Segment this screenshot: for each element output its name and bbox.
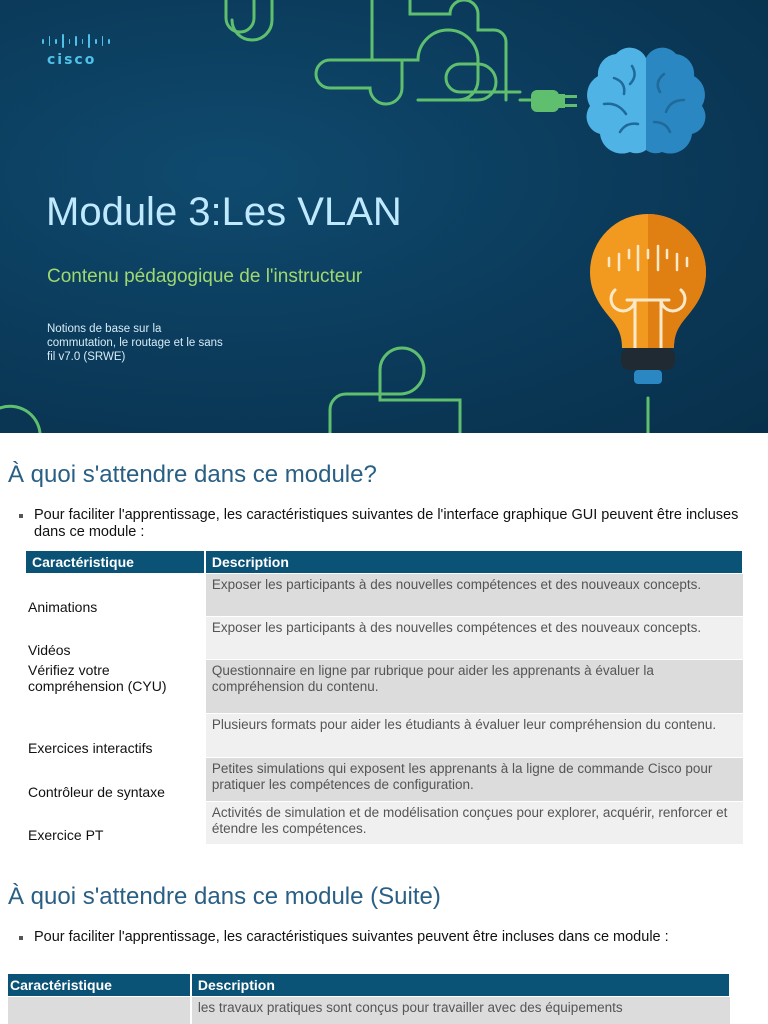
features-table bbox=[26, 551, 744, 845]
description-cell: Exposer les participants à des nouvelles compétences et des nouveaux concepts. bbox=[205, 574, 743, 617]
bullet-icon bbox=[19, 514, 23, 518]
table-header-feature: Caractéristique bbox=[8, 974, 191, 997]
course-name: Notions de base sur la commutation, le routage et le sans fil v7.0 (SRWE) bbox=[47, 323, 223, 363]
table-row bbox=[26, 660, 743, 714]
cisco-wordmark: cisco bbox=[47, 52, 97, 68]
bullet-icon bbox=[19, 936, 23, 940]
feature-cell: Contrôleur de syntaxe bbox=[26, 758, 205, 802]
table-header-description: Description bbox=[205, 551, 743, 574]
feature-cell: Vérifiez votre compréhension (CYU) bbox=[26, 660, 205, 714]
table-header-row bbox=[8, 974, 730, 997]
description-cell: Petites simulations qui exposent les apprenants à la ligne de commande Cisco pour pratiquer les compétences de configuration. bbox=[205, 758, 743, 802]
feature-cell: Vidéos bbox=[26, 617, 205, 660]
table-header-row bbox=[26, 551, 743, 574]
cisco-logo bbox=[40, 32, 110, 72]
intro-bullet bbox=[19, 507, 739, 541]
table-row bbox=[26, 758, 743, 802]
intro-text: Pour faciliter l'apprentissage, les caractéristiques suivantes de l'interface graphique GUI peuvent être incluses dans ce module : bbox=[34, 507, 739, 540]
description-cell: Exposer les participants à des nouvelles compétences et des nouveaux concepts. bbox=[205, 617, 743, 660]
table-header-description: Description bbox=[191, 974, 730, 997]
description-cell: Activités de simulation et de modélisation conçues pour explorer, acquérir, renforcer et étendre les compétences. bbox=[205, 802, 743, 845]
title-slide bbox=[0, 0, 768, 433]
slide-heading: À quoi s'attendre dans ce module? bbox=[8, 461, 377, 488]
table-header-feature: Caractéristique bbox=[26, 551, 205, 574]
description-cell: les travaux pratiques sont conçus pour travailler avec des équipements bbox=[191, 997, 730, 1024]
what-to-expect-slide bbox=[0, 433, 768, 863]
feature-cell: Exercices interactifs bbox=[26, 714, 205, 758]
intro-bullet bbox=[19, 929, 759, 946]
feature-cell: Animations bbox=[26, 574, 205, 617]
table-row bbox=[26, 714, 743, 758]
cisco-bars-icon bbox=[40, 32, 110, 50]
table-row bbox=[8, 997, 730, 1024]
description-cell: Plusieurs formats pour aider les étudiants à évaluer leur compréhension du contenu. bbox=[205, 714, 743, 758]
feature-cell: Exercice PT bbox=[26, 802, 205, 845]
table-row bbox=[26, 574, 743, 617]
intro-text: Pour faciliter l'apprentissage, les caractéristiques suivantes peuvent être incluses dans ce module : bbox=[34, 929, 669, 945]
features-table-continued bbox=[8, 974, 731, 1024]
brain-icon bbox=[587, 48, 706, 154]
module-title: Module 3:Les VLAN bbox=[46, 190, 402, 234]
feature-cell bbox=[8, 997, 191, 1024]
plug-icon bbox=[531, 90, 577, 112]
module-subtitle: Contenu pédagogique de l'instructeur bbox=[47, 266, 363, 287]
table-row bbox=[26, 617, 743, 660]
slide-heading: À quoi s'attendre dans ce module (Suite) bbox=[8, 883, 441, 910]
what-to-expect-continued-slide bbox=[0, 863, 768, 1024]
table-row bbox=[26, 802, 743, 845]
description-cell: Questionnaire en ligne par rubrique pour aider les apprenants à évaluer la compréhension du contenu. bbox=[205, 660, 743, 714]
lightbulb-icon bbox=[590, 214, 706, 384]
